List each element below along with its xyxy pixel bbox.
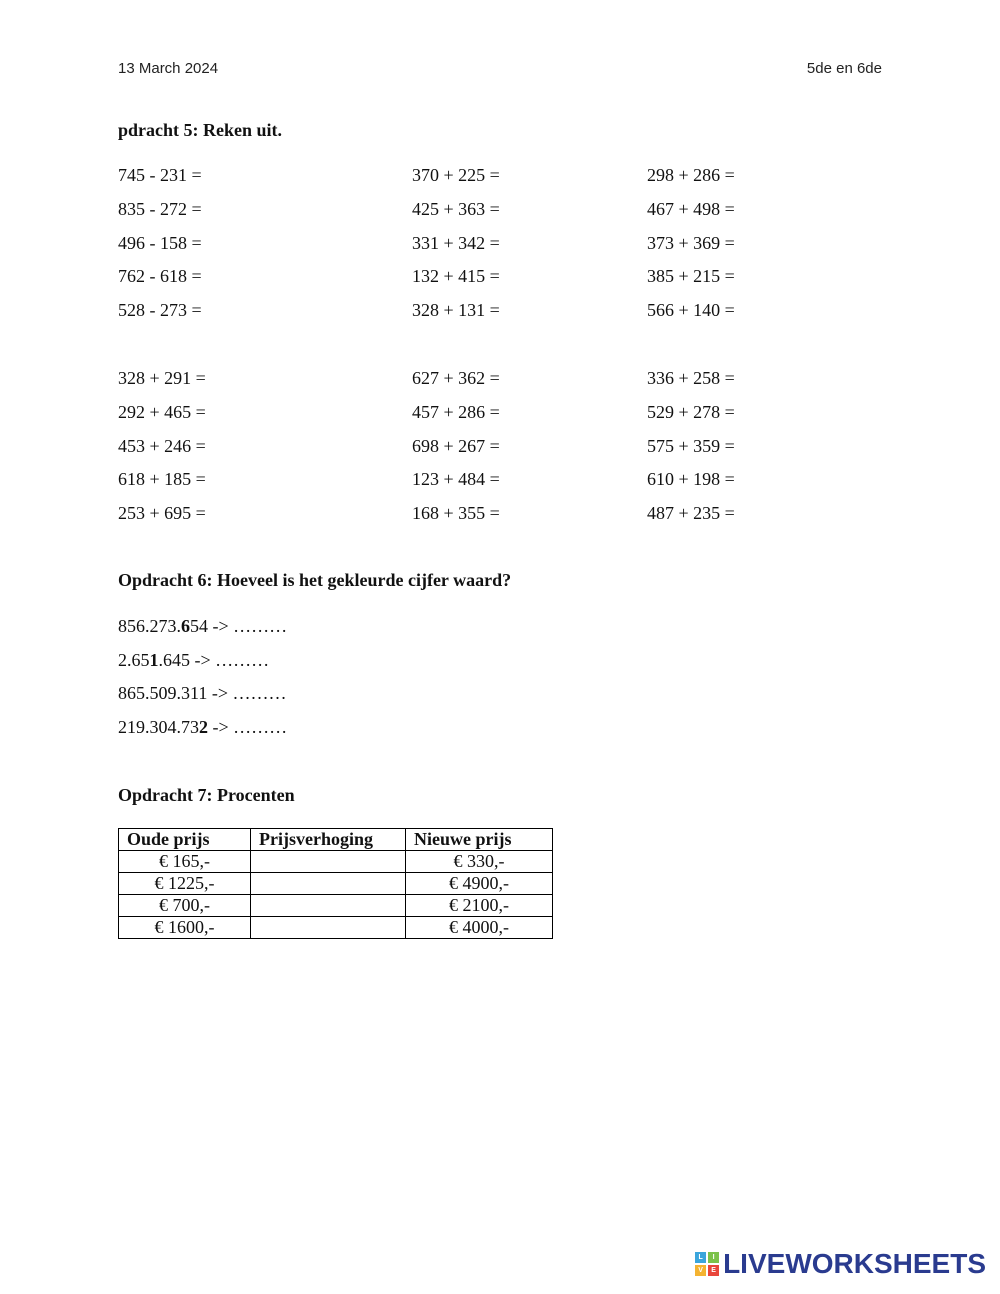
table-row [119, 917, 553, 939]
old-price-cell: € 700,- [119, 895, 251, 917]
header-date: 13 March 2024 [118, 60, 219, 77]
col-increase: Prijsverhoging [251, 829, 406, 851]
exercise5-title: pdracht 5: Reken uit. [118, 120, 283, 140]
logo-mark-icon [695, 1252, 719, 1276]
sum-item: 453 + 246 = [118, 436, 206, 456]
number-before: 865.509.311 -> ……… [118, 683, 287, 703]
number-before: 2.65 [118, 650, 150, 670]
increase-cell[interactable] [251, 895, 406, 917]
sum-item: 487 + 235 = [647, 503, 735, 523]
sum-item: 385 + 215 = [647, 266, 735, 286]
sum-item: 496 - 158 = [118, 233, 202, 253]
new-price-cell: € 4900,- [406, 873, 553, 895]
sum-item: 168 + 355 = [412, 503, 500, 523]
increase-cell[interactable] [251, 851, 406, 873]
sum-item: 370 + 225 = [412, 165, 500, 185]
place-value-item [118, 616, 287, 637]
sum-item: 253 + 695 = [118, 503, 206, 523]
logo-tile: E [708, 1265, 719, 1276]
old-price-cell: € 165,- [119, 851, 251, 873]
sum-item: 331 + 342 = [412, 233, 500, 253]
sum-item: 529 + 278 = [647, 402, 735, 422]
exercise6-title: Opdracht 6: Hoeveel is het gekleurde cijfer waard? [118, 570, 512, 590]
sum-item: 292 + 465 = [118, 402, 206, 422]
logo-tile: L [695, 1252, 706, 1263]
number-before: 219.304.73 [118, 717, 199, 737]
sum-item: 373 + 369 = [647, 233, 735, 253]
increase-cell[interactable] [251, 917, 406, 939]
sum-item: 528 - 273 = [118, 300, 202, 320]
place-value-item [118, 717, 287, 738]
sum-item: 132 + 415 = [412, 266, 500, 286]
sum-item: 123 + 484 = [412, 469, 500, 489]
sum-item: 328 + 291 = [118, 368, 206, 388]
highlighted-digit: 6 [181, 616, 190, 636]
sum-item: 457 + 286 = [412, 402, 500, 422]
col-new-price: Nieuwe prijs [406, 829, 553, 851]
table-row [119, 851, 553, 873]
highlighted-digit: 1 [149, 650, 159, 670]
number-after: -> ……… [208, 717, 288, 737]
sum-item: 618 + 185 = [118, 469, 206, 489]
sum-item: 610 + 198 = [647, 469, 735, 489]
table-row [119, 873, 553, 895]
increase-cell[interactable] [251, 873, 406, 895]
price-table-header [119, 829, 553, 851]
number-after: 54 -> ……… [190, 616, 288, 636]
old-price-cell: € 1600,- [119, 917, 251, 939]
sum-item: 336 + 258 = [647, 368, 735, 388]
sum-item: 835 - 272 = [118, 199, 202, 219]
sum-item: 627 + 362 = [412, 368, 500, 388]
liveworksheets-logo [695, 1248, 986, 1280]
logo-tile: V [695, 1265, 706, 1276]
sum-item: 762 - 618 = [118, 266, 202, 286]
number-before: 856.273. [118, 616, 181, 636]
header-class: 5de en 6de [806, 60, 882, 77]
sum-item: 467 + 498 = [647, 199, 735, 219]
col-old-price: Oude prijs [119, 829, 251, 851]
number-after: .645 -> ……… [158, 650, 270, 670]
sum-item: 298 + 286 = [647, 165, 735, 185]
sum-item: 745 - 231 = [118, 165, 202, 185]
table-row [119, 895, 553, 917]
sum-item: 698 + 267 = [412, 436, 500, 456]
exercise7-title: Opdracht 7: Procenten [118, 785, 295, 805]
price-table [118, 828, 553, 939]
new-price-cell: € 330,- [406, 851, 553, 873]
sum-item: 575 + 359 = [647, 436, 735, 456]
logo-tile: I [708, 1252, 719, 1263]
highlighted-digit: 2 [199, 717, 208, 737]
place-value-item [118, 650, 269, 671]
sum-item: 566 + 140 = [647, 300, 735, 320]
place-value-item [118, 683, 286, 704]
logo-text: LIVEWORKSHEETS [723, 1248, 986, 1279]
sum-item: 328 + 131 = [412, 300, 500, 320]
old-price-cell: € 1225,- [119, 873, 251, 895]
sum-item: 425 + 363 = [412, 199, 500, 219]
new-price-cell: € 4000,- [406, 917, 553, 939]
new-price-cell: € 2100,- [406, 895, 553, 917]
